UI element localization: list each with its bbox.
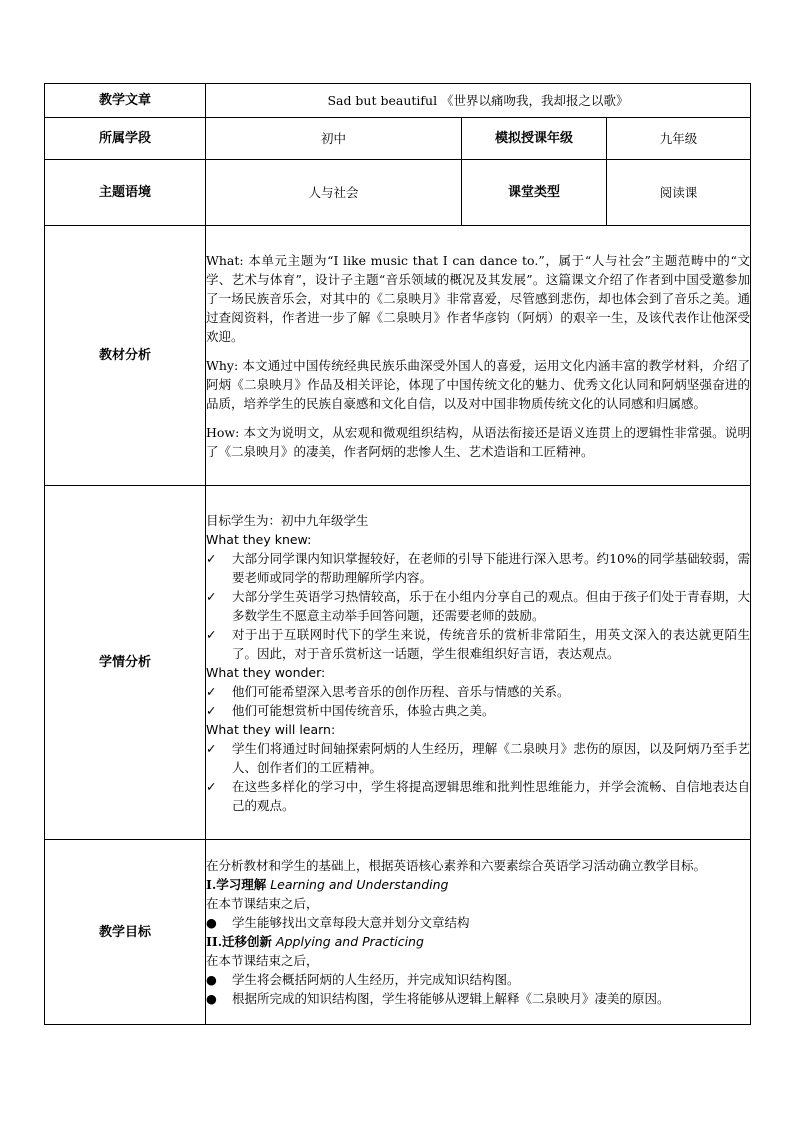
bullet-icon: ●	[206, 972, 217, 987]
learners-content	[206, 486, 751, 840]
objectives-content	[206, 840, 751, 1025]
list-item: ✓ 大部分学生英语学习热情较高，乐于在小组内分享自己的观点。但由于孩子们处于青春期，大多数学生不愿意主动举手回答问题，还需要老师的鼓励。	[206, 588, 751, 623]
list-item: ● 学生将会概括阿炳的人生经历，并完成知识结构图。	[206, 972, 520, 987]
list-item: ✓ 学生们将通过时间轴探索阿炳的人生经历，理解《二泉映月》悲伤的原因，以及阿炳乃至手艺人、创作者们的工匠精神。	[206, 740, 751, 775]
learn-heading: What they will learn:	[206, 721, 336, 737]
knew-heading: What they knew:	[206, 531, 312, 547]
check-icon: ✓	[206, 588, 217, 604]
section-2-after: 在本节课结束之后，	[206, 953, 319, 968]
stage-value: 初中	[206, 118, 462, 160]
analysis-how: How: 本文为说明文，从宏观和微观组织结构，从语法衔接还是语义连贯上的逻辑性非常强。说明了《二泉映月》的凄美，作者阿炳的悲惨人生、艺术造诣和工匠精神。	[206, 424, 751, 459]
list-item: ✓ 对于出于互联网时代下的学生来说，传统音乐的赏析非常陌生，用英文深入的表达就更陌生了。因此，对于音乐赏析这一话题，学生很难组织好言语，表达观点。	[206, 626, 751, 661]
analysis-content	[206, 226, 751, 486]
learners-target: 目标学生为：初中九年级学生	[206, 512, 369, 528]
list-item: ● 根据所完成的知识结构图，学生将能够从逻辑上解释《二泉映月》凄美的原因。	[206, 991, 670, 1006]
row-analysis	[45, 226, 751, 486]
analysis-what: What: 本单元主题为“I like music that I can dance to.”，属于“人与社会”主题范畴中的“文学、艺术与体育”，设计子主题“音乐领域的概况及其发展”。这篇课文介绍了作者到中国受邀参加了一场民族音乐会，对其中的《二泉映月》非常喜爱，尽管感到悲伤，却也体会到了音乐之美。通过查阅资料，作者进一步了解《二泉映月》作者华彦钧（阿炳）的艰辛一生，及该代表作让他深受欢迎。	[206, 252, 751, 344]
list-item: ✓ 他们可能想赏析中国传统音乐，体验古典之美。	[206, 702, 495, 718]
analysis-label: 教材分析	[45, 226, 206, 486]
learn-list	[206, 739, 750, 815]
row-stage	[45, 118, 751, 160]
list-item: ✓ 他们可能希望深入思考音乐的创作历程、音乐与情感的关系。	[206, 683, 570, 699]
check-icon: ✓	[206, 778, 217, 794]
row-article	[45, 84, 751, 118]
check-icon: ✓	[206, 702, 217, 718]
wonder-heading: What they wonder:	[206, 664, 326, 680]
check-icon: ✓	[206, 683, 217, 699]
stage-label: 所属学段	[45, 118, 206, 160]
list-item: ✓ 在这些多样化的学习中，学生将提高逻辑思维和批判性思维能力，并学会流畅、自信地表达自己的观点。	[206, 778, 751, 813]
theme-value: 人与社会	[206, 160, 462, 226]
analysis-why: Why: 本文通过中国传统经典民族乐曲深受外国人的喜爱，运用文化内涵丰富的教学材料，介绍了阿炳《二泉映月》作品及相关评论，体现了中国传统文化的魅力、优秀文化认同和阿炳坚强奋进的品质，培养学生的民族自豪感和文化自信，以及对中国非物质传统文化的认同感和归属感。	[206, 357, 751, 411]
grade-label: 模拟授课年级	[462, 118, 607, 160]
article-value: Sad but beautiful 《世界以痛吻我，我却报之以歌》	[206, 84, 751, 118]
check-icon: ✓	[206, 626, 217, 642]
row-learners	[45, 486, 751, 840]
list-item: ● 学生能够找出文章每段大意并划分文章结构	[206, 915, 470, 930]
section-1-after: 在本节课结束之后，	[206, 896, 319, 911]
check-icon: ✓	[206, 550, 217, 566]
objectives-intro: 在分析教材和学生的基础上，根据英语核心素养和六要素综合英语学习活动确立教学目标。	[206, 858, 707, 873]
knew-list	[206, 549, 750, 663]
list-item: ✓ 大部分同学课内知识掌握较好，在老师的引导下能进行深入思考。约10%的同学基础较弱，需要老师或同学的帮助理解所学内容。	[206, 550, 751, 585]
lesson-plan-table	[44, 83, 751, 1025]
bullet-icon: ●	[206, 991, 217, 1006]
check-icon: ✓	[206, 740, 217, 756]
grade-value: 九年级	[607, 118, 751, 160]
theme-label: 主题语境	[45, 160, 206, 226]
learners-label: 学情分析	[45, 486, 206, 840]
type-value: 阅读课	[607, 160, 751, 226]
article-label: 教学文章	[45, 84, 206, 118]
row-objectives	[45, 840, 751, 1025]
type-label: 课堂类型	[462, 160, 607, 226]
bullet-icon: ●	[206, 915, 217, 930]
section-1-heading: I.学习理解 Learning and Understanding	[206, 877, 449, 892]
objectives-label: 教学目标	[45, 840, 206, 1025]
wonder-list	[206, 682, 750, 720]
row-theme	[45, 160, 751, 226]
section-2-heading: II.迁移创新 Applying and Practicing	[206, 934, 424, 949]
